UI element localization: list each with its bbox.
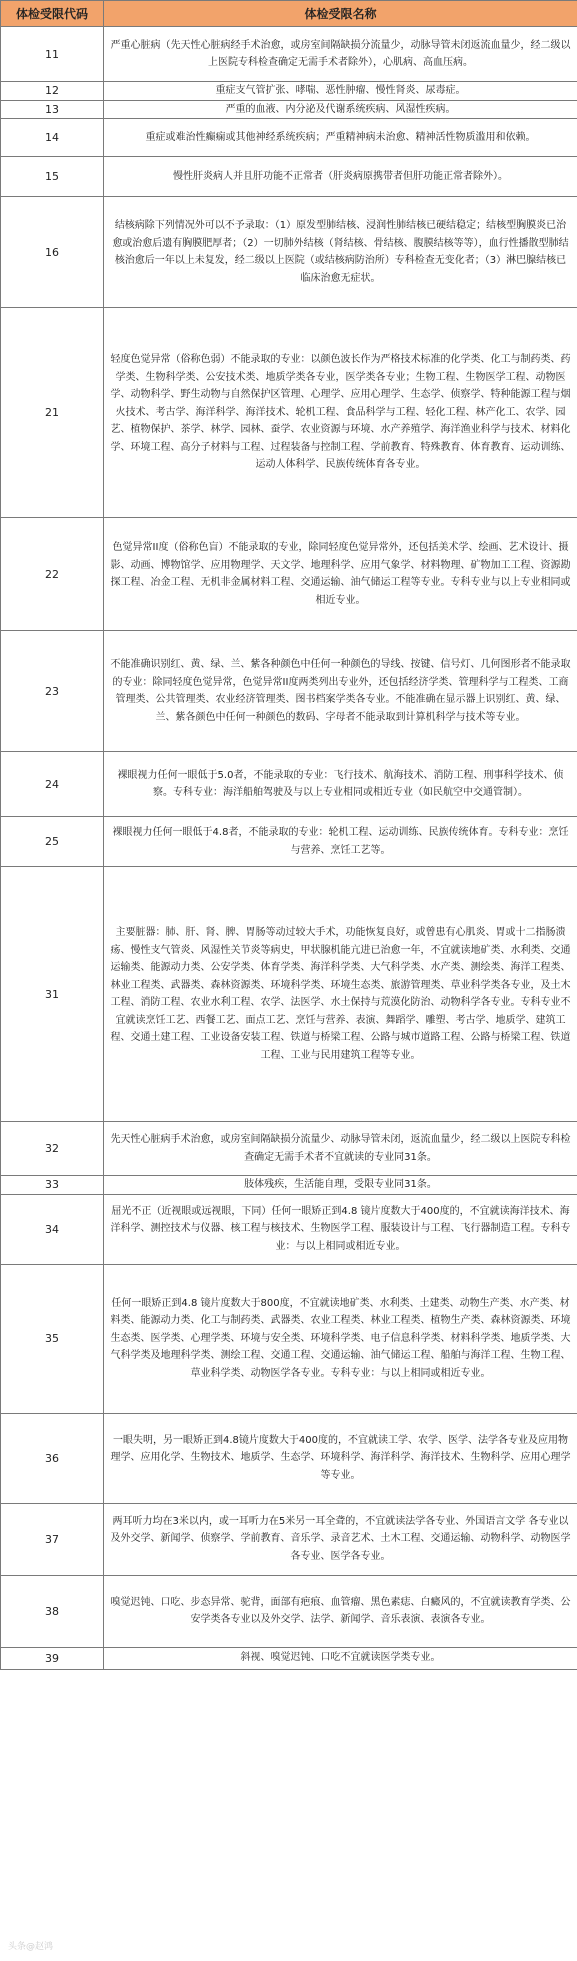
row-text: 严重的血液、内分泌及代谢系统疾病、风湿性疾病。 <box>104 100 577 119</box>
row-code: 37 <box>1 1503 104 1575</box>
row-text: 任何一眼矫正到4.8 镜片度数大于800度，不宜就读地矿类、水利类、土建类、动物生产类、水产类、材料类、能源动力类、化工与制药类、武器类、农业工程类、林业工程类、植物生产类、森林资源类、环境生态类、医学类、心理学类、环境与安全类、环境科学类、电子信息科学类、材料科学类、地质学类、大气科学类及地理科学类、测绘工程、交通工程、交通运输、油气储运工程、船舶与海洋工程、生物工程、草业科学类、动物医学各专业。专科专业：与以上相同或相近专业。 <box>104 1264 577 1413</box>
row-text: 轻度色觉异常（俗称色弱）不能录取的专业：以颜色波长作为严格技术标准的化学类、化工与制药类、药学类、生物科学类、公安技术类、地质学类各专业，医学类各专业；生物工程、生物医学工程、动物医学、动物科学、野生动物与自然保护区管理、心理学、应用心理学、生态学、侦察学、特种能源工程与烟火技术、考古学、海洋科学、海洋技术、轮机工程、食品科学与工程、轻化工程、林产化工、农学、园艺、植物保护、茶学、林学、园林、蚕学、农业资源与环境、水产养殖学、海洋渔业科学与技术、材料化学、环境工程、高分子材料与工程、过程装备与控制工程、学前教育、特殊教育、体育教育、运动训练、运动人体科学、民族传统体育各专业。 <box>104 308 577 518</box>
row-code: 12 <box>1 82 104 101</box>
row-code: 32 <box>1 1122 104 1176</box>
row-code: 25 <box>1 817 104 867</box>
row-code: 33 <box>1 1176 104 1195</box>
table-row <box>1 1413 577 1503</box>
row-text: 一眼失明，另一眼矫正到4.8镜片度数大于400度的，不宜就读工学、农学、医学、法学各专业及应用物理学、应用化学、生物技术、地质学、生态学、环境科学、海洋科学、海洋技术、生物科学、应用心理学等专业。 <box>104 1413 577 1503</box>
row-text: 重症支气管扩张、哮喘、恶性肿瘤、慢性肾炎、尿毒症。 <box>104 82 577 101</box>
row-code: 39 <box>1 1647 104 1669</box>
row-code: 38 <box>1 1575 104 1647</box>
header-name: 体检受限名称 <box>104 1 577 27</box>
table-row <box>1 1176 577 1195</box>
row-code: 31 <box>1 867 104 1122</box>
table-row <box>1 1575 577 1647</box>
table-row <box>1 1264 577 1413</box>
row-code: 24 <box>1 752 104 817</box>
row-text: 严重心脏病（先天性心脏病经手术治愈，或房室间隔缺损分流量少，动脉导管未闭返流血量少，经二级以上医院专科检查确定无需手术者除外），心肌病、高血压病。 <box>104 27 577 82</box>
table-row <box>1 119 577 157</box>
header-code: 体检受限代码 <box>1 1 104 27</box>
row-code: 16 <box>1 197 104 308</box>
row-text: 裸眼视力任何一眼低于4.8者，不能录取的专业：轮机工程、运动训练、民族传统体育。专科专业：烹饪与营养、烹饪工艺等。 <box>104 817 577 867</box>
row-text: 重症或难治性癫痫或其他神经系统疾病；严重精神病未治愈、精神活性物质滥用和依赖。 <box>104 119 577 157</box>
table-row <box>1 631 577 752</box>
row-text: 结核病除下列情况外可以不予录取：（1）原发型肺结核、浸润性肺结核已硬结稳定；结核型胸膜炎已治愈或治愈后遗有胸膜肥厚者；（2）一切肺外结核（肾结核、骨结核、腹膜结核等等），血行性播散型肺结核治愈后一年以上未复发，经二级以上医院（或结核病防治所）专科检查无变化者；（3）淋巴腺结核已临床治愈无症状。 <box>104 197 577 308</box>
row-code: 34 <box>1 1194 104 1264</box>
table-header-row <box>1 1 577 27</box>
row-text: 慢性肝炎病人并且肝功能不正常者（肝炎病原携带者但肝功能正常者除外）。 <box>104 157 577 197</box>
row-text: 色觉异常II度（俗称色盲）不能录取的专业，除同轻度色觉异常外，还包括美术学、绘画、艺术设计、摄影、动画、博物馆学、应用物理学、天文学、地理科学、应用气象学、材料物理、矿物加工工程、资源勘探工程、冶金工程、无机非金属材料工程、交通运输、油气储运工程等专业。专科专业与以上专业相同或相近专业。 <box>104 518 577 631</box>
row-text: 嗅觉迟钝、口吃、步态异常、驼背，面部有疤痕、血管瘤、黑色素痣、白癜风的，不宜就读教育学类、公安学类各专业以及外交学、法学、新闻学、音乐表演、表演各专业。 <box>104 1575 577 1647</box>
row-text: 屈光不正（近视眼或远视眼，下同）任何一眼矫正到4.8 镜片度数大于400度的，不宜就读海洋技术、海洋科学、测控技术与仪器、核工程与核技术、生物医学工程、服装设计与工程、飞行器制造工程。专科专业：与以上相同或相近专业。 <box>104 1194 577 1264</box>
row-code: 23 <box>1 631 104 752</box>
row-code: 36 <box>1 1413 104 1503</box>
table-row <box>1 1122 577 1176</box>
table-row <box>1 518 577 631</box>
row-text: 两耳听力均在3米以内，或一耳听力在5米另一耳全聋的，不宜就读法学各专业、外国语言文学 各专业以及外交学、新闻学、侦察学、学前教育、音乐学、录音艺术、土木工程、交通运输、动物科学、动物医学各专业、医学各专业。 <box>104 1503 577 1575</box>
row-code: 22 <box>1 518 104 631</box>
table-row <box>1 1503 577 1575</box>
row-text: 先天性心脏病手术治愈，或房室间隔缺损分流量少、动脉导管未闭，返流血量少，经二级以上医院专科检查确定无需手术者不宜就读的专业同31条。 <box>104 1122 577 1176</box>
table-row <box>1 197 577 308</box>
row-code: 15 <box>1 157 104 197</box>
table-row <box>1 1194 577 1264</box>
table-row <box>1 817 577 867</box>
row-text: 肢体残疾，生活能自理，受限专业同31条。 <box>104 1176 577 1195</box>
row-text: 主要脏器：肺、肝、肾、脾、胃肠等动过较大手术，功能恢复良好，或曾患有心肌炎、胃或十二指肠溃疡、慢性支气管炎、风湿性关节炎等病史，甲状腺机能亢进已治愈一年，不宜就读地矿类、水利类、交通运输类、能源动力类、公安学类、体育学类、海洋科学类、大气科学类、水产类、测绘类、海洋工程类、林业工程类、武器类、森林资源类、环境科学类、环境生态类、旅游管理类、草业科学类各专业，及土木工程、消防工程、农业水利工程、农学、法医学、水土保持与荒漠化防治、动物科学各专业。专科专业不宜就读烹饪工艺、西餐工艺、面点工艺、烹饪与营养、表演、舞蹈学、雕塑、考古学、地质学、建筑工程、交通土建工程、工业设备安装工程、铁道与桥梁工程、公路与城市道路工程、公路与桥梁工程、铁道工程、工业与民用建筑工程等专业。 <box>104 867 577 1122</box>
row-code: 14 <box>1 119 104 157</box>
table-row <box>1 867 577 1122</box>
table-row <box>1 157 577 197</box>
row-code: 35 <box>1 1264 104 1413</box>
row-text: 不能准确识别红、黄、绿、兰、紫各种颜色中任何一种颜色的导线、按键、信号灯、几何图形者不能录取的专业：除同轻度色觉异常，色觉异常II度两类列出专业外，还包括经济学类、管理科学与工程类、工商管理类、公共管理类、农业经济管理类、图书档案学类各专业。不能准确在显示器上识别红、黄、绿、兰、紫各颜色中任何一种颜色的数码、字母者不能录取到计算机科学与技术等专业。 <box>104 631 577 752</box>
table-row <box>1 308 577 518</box>
table-row <box>1 752 577 817</box>
row-code: 21 <box>1 308 104 518</box>
row-code: 11 <box>1 27 104 82</box>
table-row <box>1 100 577 119</box>
table-row <box>1 82 577 101</box>
row-text: 斜视、嗅觉迟钝、口吃不宜就读医学类专业。 <box>104 1647 577 1669</box>
row-text: 裸眼视力任何一眼低于5.0者，不能录取的专业：飞行技术、航海技术、消防工程、刑事科学技术、侦察。专科专业：海洋船舶驾驶及与以上专业相同或相近专业（如民航空中交通管制）。 <box>104 752 577 817</box>
table-row <box>1 1647 577 1669</box>
table-row <box>1 27 577 82</box>
row-code: 13 <box>1 100 104 119</box>
watermark: 头条@赵鸿 <box>8 1942 54 1952</box>
